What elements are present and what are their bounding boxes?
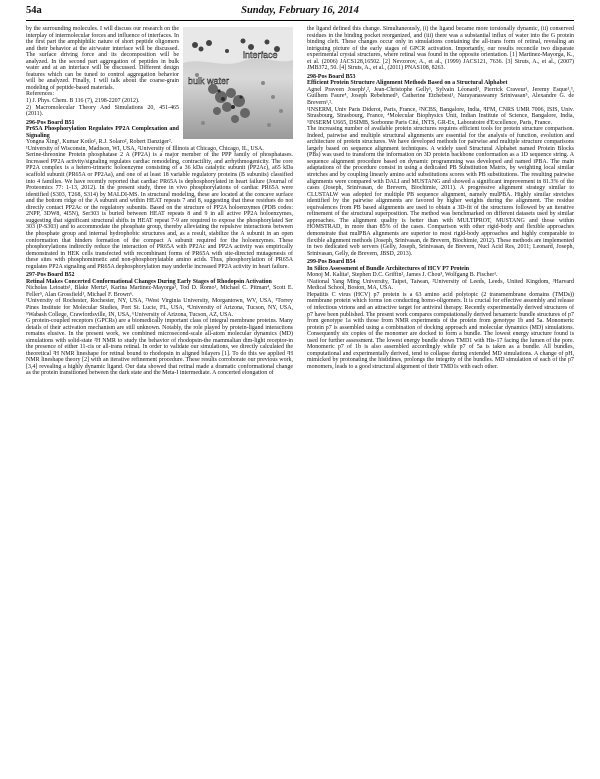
abstract-authors: Nicholas Leioatts¹, Blake Mertz², Karina Martinez-Mayorga³, Tod D. Romo¹, Michael C. Pitman⁴, Scott E. Feller⁵, Alan Grossfield¹, Michael F. Brown⁶. xyxy=(26,285,293,298)
figure-label-bulk-water: bulk water xyxy=(188,76,230,86)
abstract-affiliations: ¹University of Rochester, Rochester, NY, USA, ²West Virginia University, Morgantown, WV, USA, ³Torrey Pines Institute for Molecular Studies, Port St. Lucie, FL, USA, ⁴University of Arizona, Tucson, NY, USA, ⁵Wabash College, Crawfordsville, IN, USA, ⁶University of Arizona, Tucson, AZ, USA. xyxy=(26,298,293,318)
reference-item: 2) Macromolecular Theory And Simulations 20, 451-465 (2011). xyxy=(26,104,179,118)
interface-figure xyxy=(183,27,293,139)
abstract-affiliations: ¹University of Wisconsin, Madison, WI, USA, ²University of Illinois at Chicago, Chicago, IL, USA. xyxy=(26,145,264,152)
abstract-title: Pr65A Phosphorylation Regulates PP2A Complexation and Signaling xyxy=(26,126,179,139)
left-column xyxy=(26,26,293,377)
right-column xyxy=(307,26,574,370)
abstract-affiliations: ¹INSERM, Univ Paris Diderot, Paris, France, ²NCBS, Bangalore, India, ³IFM, CNRS UMR 7006, ISIS, Univ. Strasbourg, Strasbourg, France, ⁴Molecular Biophysics Unit, Indian Institute of Science, Bangalore, India, ⁵INSERM U665, DSIMB, Sorbonne Paris Cité, INTS, GR-Ex, Laboratoire d'Excellence, Paris, France. xyxy=(307,106,574,126)
abstract-authors: Agnel Praveen Joseph¹,², Jean-Christophe Gelly¹, Sylvain Léonard¹, Pierrick Craveur¹, Jeremy Esque¹,³, Guilhem Faure⁴, Joseph Rebehmed⁵, Catherine Etchebest¹, Narayanaswamy Srinivasan⁵, Alexandre G. de Brevern¹,². xyxy=(307,86,574,107)
abstract-title: Efficient Protein Structure Alignment Methods Based on a Structural Alphabet xyxy=(307,80,508,87)
page-header xyxy=(26,3,574,19)
interface-figure-graphic xyxy=(183,27,293,139)
abstract-title: In Silico Assessment of Bundle Architectures of HCV P7 Protein xyxy=(307,265,470,272)
reference-item: 1) J. Phys. Chem. B 116 (7), 2198-2207 (2012). xyxy=(26,98,140,105)
abstract-authors: Yongna Xing¹, Kumar Kotlo², R.J. Solaro², Robert Danziger². xyxy=(26,139,173,146)
abstract-id: 296-Pos Board B51 xyxy=(26,119,75,126)
abstract-body: Serine-threonine Protein phosphatase 2 A (PP2A) is a major member of the PPP family of phosphatases. Increased PP2A activity/signaling regulates cardiac remodeling, contractility, and arrhythmogenicity. The core PP2A complex is a hetero-trimeric holoenzyme consisting of a 36 kDa catalytic subunit (PP2Ac), a65 kDa scaffold subunit (PR65A or PP2Aa), and one of at least 18 variable regulatory proteins (B subunits) classified into 4 families. We have recently reported that cardiac PR65A is dephosphorylated in heart failure (Journal of Proteomics 77: 1-13, 2012). In the present study, three in vivo phosphorylations of cardiac PR65A were identified (S303, T268, S314) by MALDI-MS. In structural modeling, these are located at the concave surface and the bottom ridge of the A subunit and within HEAT repeats 7 and 8, suggesting that these residues do not directly contact PP2Ac or the regulatory subunits. Based on the structure of PP2A holoenzymes (PDB codes: 2NPP, 3DW8, 4I5N), Ser303 is buried between HEAT repeats 8 and 9 in all active PP2A holoenzymes, suggesting that significant structural shifts in HEAT repeat 7-9 are required to expose the phosphorylated Ser 303 (P-S303) and to accommodate the phosphate group, thereby alleviating the repulsive interactions between the phosphate group and internal hydrophobic structures and, as a result, stabilize the A subunit in an open conformation that hinders formation of the compact A subunit required for the holoenzymes. These phosphorylations indirectly reduce the interaction of PR65A with PP2Ac and PP2A activity was empirically demonstrated in HEK cells transfected with recombinant forms of PR65A with site-directed mutagenesis of these sites with phosphomimetic and non-phosphorylatable amino acids. Thus, phosphorylation of PR65A regulates PP2A signaling and PR65A dephosphorylation may underlie increased PP2A activity in heart failure. xyxy=(26,152,293,270)
abstract-authors: Monoj M. Kalita¹, Stephen D.C. Griffin², James J. Chou³, Wolfgang B. Fischer¹. xyxy=(307,272,498,279)
abstract-id: 299-Pos Board B54 xyxy=(307,259,356,266)
abstract-id: 297-Pos Board B52 xyxy=(26,272,75,279)
figure-label-interface: interface xyxy=(243,50,278,60)
abstract-title: Retinal Makes Concerted Conformational Changes During Early Stages of Rhodopsin Activation xyxy=(26,278,272,285)
abstract-continuation: by the surrounding molecules. I will discuss our research on the interplay of intermolecular forces and influence of interfaces. In the first part the amphiphilic nature of short peptide oligomers and their behavior at the air/water interface will be discussed. The surface driving force and its decomposition will be analyzed. In the second part aggregation of peptides in bulk water and at an interface will be discussed. Different design features which can be tuned to control aggregation behavior will be analyzed. Finally, I will talk about the coarse-grain modeling of peptide-based materials. xyxy=(26,26,179,91)
abstract-body: The increasing number of available protein structures requires efficient tools for protein structure comparison. Indeed, pairwise and multiple structural alignments are essential for the analysis of function, evolution and architecture of protein structures. We have developed methods for pairwise and multiple structure comparisons largely based on sequence alignment techniques. A widely used Structural Alphabet named Protein Blocks (PBs) was used to transform the information on 3D protein backbone conformation as a 1D sequence string. A sequence alignment procedure based on dynamic programming was developed and named iPBA. The main adaptations of the procedure consist in using a dedicated PB Substitution Matrix, by weighting local similar stretches and by coupling linearly amino acid substitutions scores with PB substitutions. The resulting pairwise alignments were compared with DALI and MUSTANG and showed a significant improvement in 81.3% of the cases (Joseph, Srinivasan, de Brevern, Biochimie, 2011). A progressive alignment strategy similar to CLUSTALW was adopted for multiple PB sequence alignment, namely mulPBA. Highly similar stretches identified by the pairwise alignments are favored by higher weights during the alignment. The residue equivalences from PB based alignments are used to obtain a 3D-fit of the structures followed by an iterative refinement of the structural superposition. The method was benchmarked on different datasets used by similar approaches. The alignment quality is better than with MULTIPROT, MUSTANG and those within HOMSTRAD, in more than 85% of the cases. Comparison with other rigid-body and flexible approaches demonstrate that mulPBA alignments are superior to most rigid-body approaches and highly comparable to flexible alignment methods (Joseph, Srinivasan, de Brevern, Biochimie, 2012). These methods are implemented in two dedicated web servers (Gelly, Joseph, Srinivasan, de Brevern, Nucl Acid Res, 2011; Leonard, Joseph, Srinivasan, Gelly, de Brevern, JBSD, 2013). xyxy=(307,126,574,257)
abstract-continuation: the ligand defined this change. Simultaneously, (i) the ligand became more torsionally dynamic, (ii) conserved residues in the binding pocket reorganized, and (iii) there was a substantial influx of water into the G protein binding cleft. These changes occur only in simulations containing the all-trans form of retinal, revealing an intriguing picture of the early stages of GPCR activation. Importantly, our results reconcile two disparate experimental crystal structures, where retinal was found in the opposite orientation. [1] Martinez-Mayorga, K., et al. (2006) JACS128,16502. [2] Nevzorov, A., et al., (1999) JACS121, 7636. [3] Struts, A., et al., (2007) JMB372, 50. [4] Struts, A., et al., (2011) PNAS108, 8263. xyxy=(307,26,574,72)
page-number: 54a xyxy=(26,5,42,16)
abstract-body: G protein-coupled receptors (GPCRs) are a biomedically important class of integral membrane proteins. Many details of their activation mechanism are still unknown. Notably, the role played by protein-ligand interactions remains elusive. In the present work, we combined microsecond-scale all-atom molecular dynamics (MD) simulations with solid-state ²H NMR to study the behavior of rhodopsin-the mammalian dim-light receptor-in the presence of either 11-cis or all-trans retinal. In order to validate our simulations, we directly calculated the theoretical ²H NMR lineshape for retinal bound to rhodopsin in aligned bilayers [1]. To do this we applied ²H NMR lineshape theory [2] with an iterative refinement procedure. These results corroborate our previous work, [3,4] revealing a highly dynamic ligand. Our data showed that retinal made a dramatic conformational change as the protein transitioned between the dark state and the Meta-I intermediate. A concerted elongation of xyxy=(26,318,293,377)
abstract-body: Hepatitis C virus (HCV) p7 protein is a 63 amino acid polytopic (2 transmembrane domains (TMDs)) membrane protein which forms ion conducting homo-oligomers. It is crucial for effective assembly and release of infectious virions and an attractive target for antiviral therapy. Recently experimentally derived structures of p7 have been published. The present work compares computationally derived hexameric bundle structures of p7 from genotype 1a with those from NMR experiments of the protein from genotype 1b and 5a. Monomeric protein p7 is assembled using a combination of docking approach and molecular dynamics (MD) simulations. Consequently six copies of the monomer are docked to form a bundle. The lowest energy structure found is used for further assessment. The lowest energy bundle shows TMD1 with His-17 facing the lumen of the pore. Monomeric p7 of 1b is also assembled accordingly while p7 of 5a is taken as a bundle. All bundles, computational and experimentally derived, tend to collapse during extended MD simulations. A change of pH, mimicked by protonating the histidines, prolongs the integrity of the bundles. MD simulation of each of the p7 monomers, leads to a good structural alignment of their TMD1s with each other. xyxy=(307,291,574,370)
abstract-affiliations: ¹National Yang Ming University, Taipei, Taiwan, ²University of Leeds, Leeds, United Kingdom, ³Harvard Medical School, Boston, MA, USA. xyxy=(307,278,574,292)
abstract-id: 298-Pos Board B53 xyxy=(307,73,356,80)
references-heading: References: xyxy=(26,91,55,98)
page-date: Sunday, February 16, 2014 xyxy=(241,5,359,16)
header-rule xyxy=(26,20,574,21)
